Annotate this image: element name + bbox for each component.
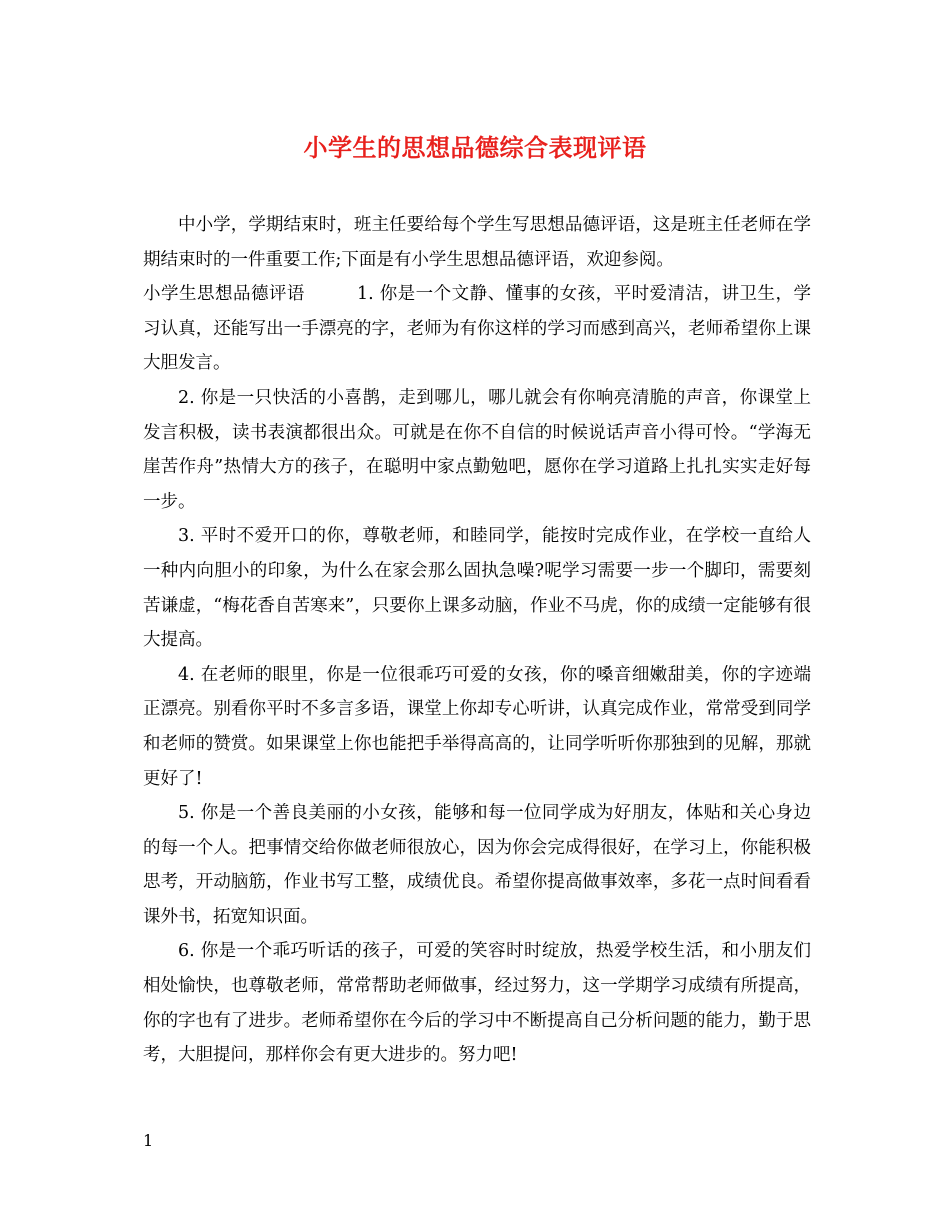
comment-paragraph-1 — [143, 277, 811, 381]
page-number: 1 — [143, 1131, 154, 1150]
comment-paragraph-2: 2. 你是一只快活的小喜鹊，走到哪儿，哪儿就会有你响亮清脆的声音，你课堂上发言积极，读书表演都很出众。可就是在你不自信的时候说话声音小得可怜。“学海无崖苦作舟”热情大方的孩子，在聪明中家点勤勉吧，愿你在学习道路上扎扎实实走好每一步。 — [143, 387, 811, 512]
comment-paragraph-3: 3. 平时不爱开口的你，尊敬老师，和睦同学，能按时完成作业，在学校一直给人一种内向胆小的印象，为什么在家会那么固执急噪?呢学习需要一步一个脚印，需要刻苦谦虚，“梅花香自苦寒来”，只要你上课多动脑，作业不马虎，你的成绩一定能够有很大提高。 — [143, 526, 811, 651]
comment-paragraph-5: 5. 你是一个善良美丽的小女孩，能够和每一位同学成为好朋友，体贴和关心身边的每一个人。把事情交给你做老师很放心，因为你会完成得很好，在学习上，你能积极思考，开动脑筋，作业书写工整，成绩优良。希望你提高做事效率，多花一点时间看看课外书，拓宽知识面。 — [143, 803, 811, 927]
document-title: 小学生的思想品德综合表现评语 — [303, 133, 647, 162]
comment-paragraph-6: 6. 你是一个乖巧听话的孩子，可爱的笑容时时绽放，热爱学校生活，和小朋友们相处愉快，也尊敬老师，常常帮助老师做事，经过努力，这一学期学习成绩有所提高，你的字也有了进步。老师希望你在今后的学习中不断提高自己分析问题的能力，勤于思考，大胆提问，那样你会有更大进步的。努力吧! — [143, 941, 811, 1066]
document-body — [143, 208, 811, 1073]
section-heading: 小学生思想品德评语 — [143, 284, 305, 305]
intro-paragraph: 中小学，学期结束时，班主任要给每个学生写思想品德评语，这是班主任老师在学期结束时的一件重要工作;下面是有小学生思想品德评语，欢迎参阅。 — [143, 215, 811, 270]
comment-paragraph-4: 4. 在老师的眼里，你是一位很乖巧可爱的女孩，你的嗓音细嫩甜美，你的字迹端正漂亮。别看你平时不多言多语，课堂上你却专心听讲，认真完成作业，常常受到同学和老师的赞赏。如果课堂上你也能把手举得高高的，让同学听听你那独到的见解，那就更好了! — [143, 664, 811, 789]
comment-text-1: 1. 你是一个文静、懂事的女孩，平时爱清洁，讲卫生，学习认真，还能写出一手漂亮的字，老师为有你这样的学习而感到高兴，老师希望你上课大胆发言。 — [143, 284, 812, 374]
